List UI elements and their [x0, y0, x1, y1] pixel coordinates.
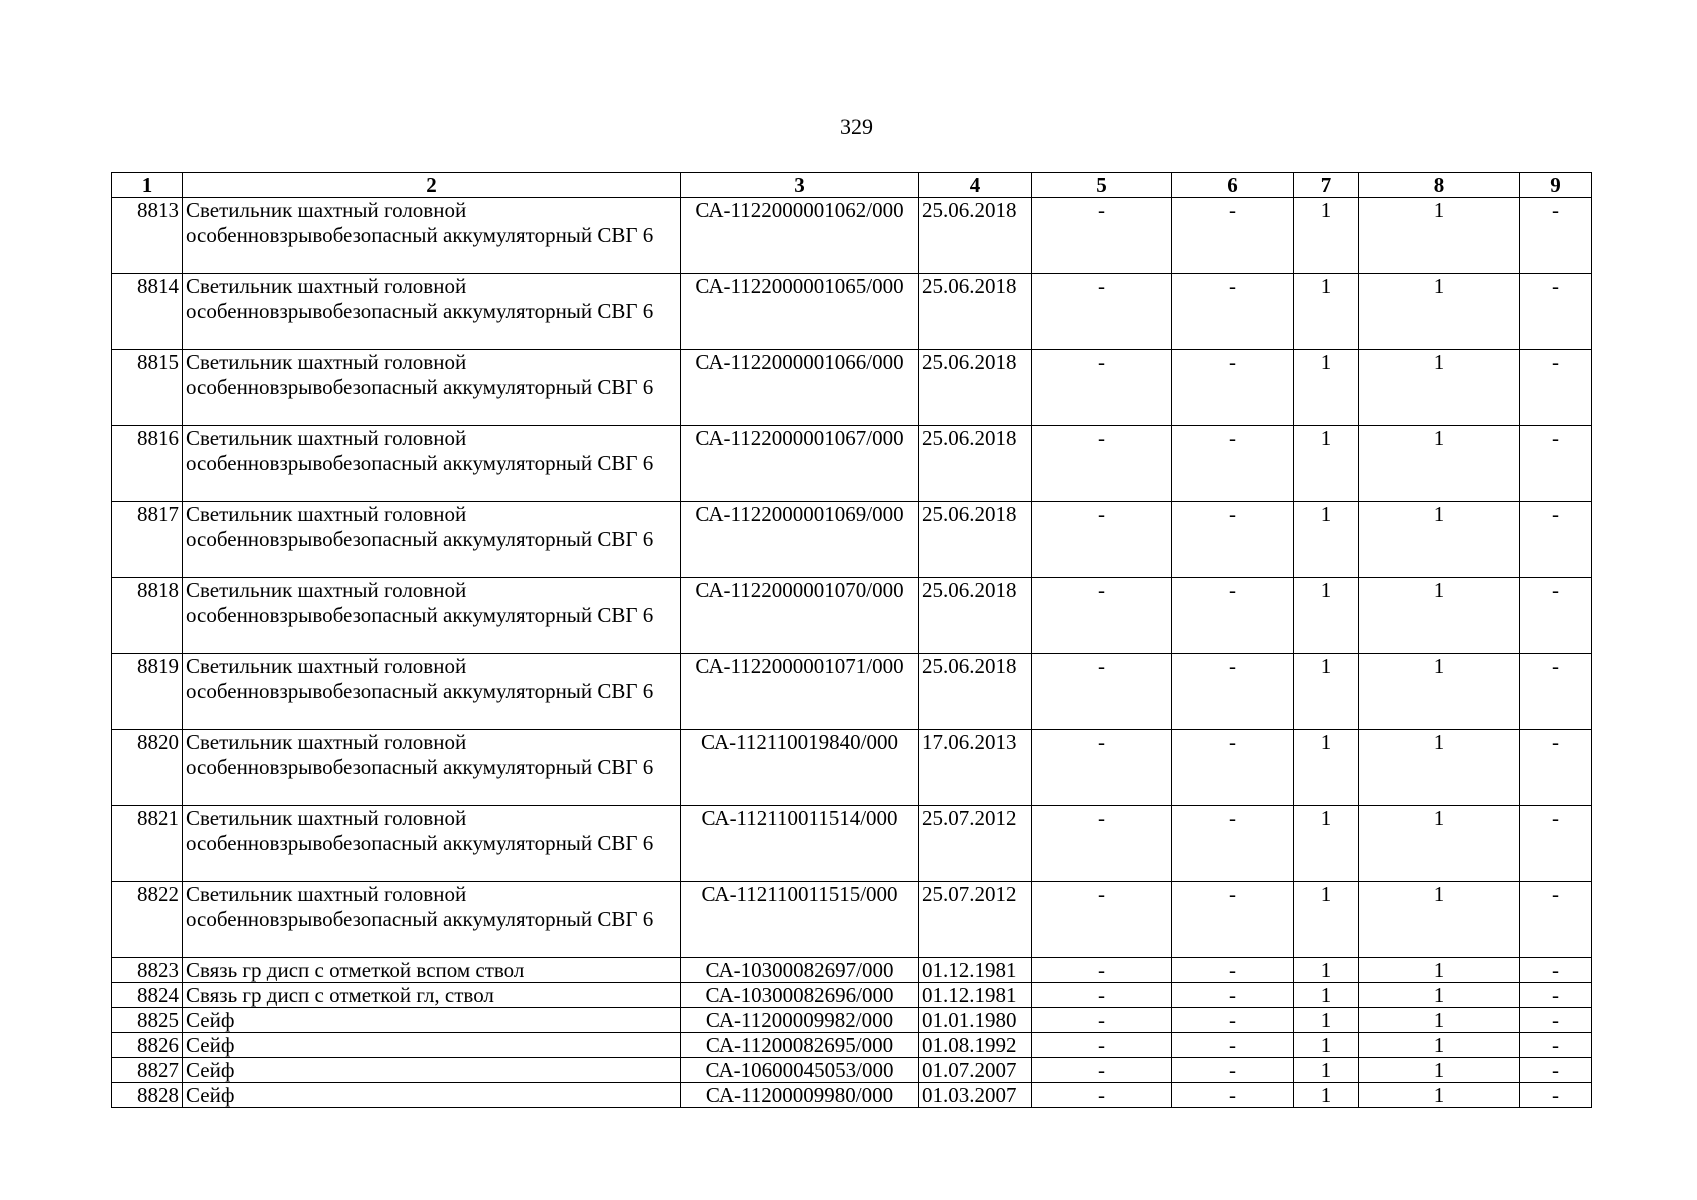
- column-6-value: -: [1172, 983, 1294, 1008]
- column-9-value: -: [1520, 1083, 1592, 1108]
- column-7-value: 1: [1294, 274, 1359, 350]
- column-8-value: 1: [1359, 983, 1520, 1008]
- table-row: [112, 578, 1592, 654]
- column-header-4: 4: [919, 173, 1032, 198]
- column-8-value: 1: [1359, 1008, 1520, 1033]
- date-cell: 25.06.2018: [919, 426, 1032, 502]
- row-number: 8816: [112, 426, 183, 502]
- column-7-value: 1: [1294, 350, 1359, 426]
- page-number: 329: [840, 114, 873, 139]
- row-number: 8821: [112, 806, 183, 882]
- inventory-code: СА-112110011514/000: [681, 806, 919, 882]
- column-9-value: -: [1520, 578, 1592, 654]
- table-row: [112, 806, 1592, 882]
- column-7-value: 1: [1294, 654, 1359, 730]
- column-9-value: -: [1520, 882, 1592, 958]
- column-6-value: -: [1172, 350, 1294, 426]
- item-name: Светильник шахтный головной особенновзрывобезопасный аккумуляторный СВГ 6: [183, 578, 681, 654]
- date-cell: 25.06.2018: [919, 198, 1032, 274]
- table-row: [112, 983, 1592, 1008]
- row-number: 8828: [112, 1083, 183, 1108]
- column-9-value: -: [1520, 274, 1592, 350]
- column-7-value: 1: [1294, 730, 1359, 806]
- item-name: Светильник шахтный головной особенновзрывобезопасный аккумуляторный СВГ 6: [183, 730, 681, 806]
- column-7-value: 1: [1294, 1083, 1359, 1108]
- column-6-value: -: [1172, 1008, 1294, 1033]
- table-row: [112, 882, 1592, 958]
- column-9-value: -: [1520, 806, 1592, 882]
- date-cell: 01.12.1981: [919, 983, 1032, 1008]
- column-5-value: -: [1032, 983, 1172, 1008]
- table-row: [112, 426, 1592, 502]
- inventory-code: СА-11200009982/000: [681, 1008, 919, 1033]
- row-number: 8814: [112, 274, 183, 350]
- item-name: Светильник шахтный головной особенновзрывобезопасный аккумуляторный СВГ 6: [183, 350, 681, 426]
- column-9-value: -: [1520, 1033, 1592, 1058]
- column-8-value: 1: [1359, 730, 1520, 806]
- column-5-value: -: [1032, 1083, 1172, 1108]
- row-number: 8825: [112, 1008, 183, 1033]
- column-9-value: -: [1520, 983, 1592, 1008]
- item-name: Связь гр дисп с отметкой вспом ствол: [183, 958, 681, 983]
- column-7-value: 1: [1294, 1008, 1359, 1033]
- date-cell: 01.01.1980: [919, 1008, 1032, 1033]
- column-8-value: 1: [1359, 958, 1520, 983]
- item-name: Светильник шахтный головной особенновзрывобезопасный аккумуляторный СВГ 6: [183, 502, 681, 578]
- column-7-value: 1: [1294, 1058, 1359, 1083]
- column-6-value: -: [1172, 198, 1294, 274]
- column-8-value: 1: [1359, 426, 1520, 502]
- date-cell: 25.06.2018: [919, 578, 1032, 654]
- column-5-value: -: [1032, 578, 1172, 654]
- column-7-value: 1: [1294, 502, 1359, 578]
- date-cell: 25.06.2018: [919, 654, 1032, 730]
- item-name: Светильник шахтный головной особенновзрывобезопасный аккумуляторный СВГ 6: [183, 806, 681, 882]
- column-7-value: 1: [1294, 578, 1359, 654]
- inventory-code: СА-1122000001062/000: [681, 198, 919, 274]
- column-9-value: -: [1520, 654, 1592, 730]
- inventory-code: СА-1122000001071/000: [681, 654, 919, 730]
- inventory-code: СА-1122000001067/000: [681, 426, 919, 502]
- column-5-value: -: [1032, 426, 1172, 502]
- item-name: Светильник шахтный головной особенновзрывобезопасный аккумуляторный СВГ 6: [183, 882, 681, 958]
- inventory-code: СА-10600045053/000: [681, 1058, 919, 1083]
- column-7-value: 1: [1294, 958, 1359, 983]
- date-cell: 25.06.2018: [919, 350, 1032, 426]
- column-6-value: -: [1172, 426, 1294, 502]
- column-8-value: 1: [1359, 198, 1520, 274]
- row-number: 8826: [112, 1033, 183, 1058]
- item-name: Сейф: [183, 1058, 681, 1083]
- column-6-value: -: [1172, 274, 1294, 350]
- column-9-value: -: [1520, 198, 1592, 274]
- column-8-value: 1: [1359, 806, 1520, 882]
- column-5-value: -: [1032, 806, 1172, 882]
- column-9-value: -: [1520, 1058, 1592, 1083]
- inventory-code: СА-10300082697/000: [681, 958, 919, 983]
- column-5-value: -: [1032, 274, 1172, 350]
- item-name: Связь гр дисп с отметкой гл, ствол: [183, 983, 681, 1008]
- date-cell: 25.06.2018: [919, 274, 1032, 350]
- item-name: Светильник шахтный головной особенновзрывобезопасный аккумуляторный СВГ 6: [183, 426, 681, 502]
- row-number: 8819: [112, 654, 183, 730]
- column-5-value: -: [1032, 1008, 1172, 1033]
- column-7-value: 1: [1294, 1033, 1359, 1058]
- date-cell: 25.07.2012: [919, 882, 1032, 958]
- column-9-value: -: [1520, 350, 1592, 426]
- column-5-value: -: [1032, 654, 1172, 730]
- column-9-value: -: [1520, 426, 1592, 502]
- inventory-code: СА-1122000001066/000: [681, 350, 919, 426]
- column-6-value: -: [1172, 730, 1294, 806]
- row-number: 8813: [112, 198, 183, 274]
- table-row: [112, 1008, 1592, 1033]
- inventory-code: СА-112110011515/000: [681, 882, 919, 958]
- date-cell: 01.07.2007: [919, 1058, 1032, 1083]
- column-8-value: 1: [1359, 274, 1520, 350]
- column-8-value: 1: [1359, 882, 1520, 958]
- column-7-value: 1: [1294, 198, 1359, 274]
- date-cell: 25.07.2012: [919, 806, 1032, 882]
- column-8-value: 1: [1359, 1058, 1520, 1083]
- table-row: [112, 274, 1592, 350]
- column-6-value: -: [1172, 1058, 1294, 1083]
- column-9-value: -: [1520, 730, 1592, 806]
- column-7-value: 1: [1294, 882, 1359, 958]
- table-row: [112, 730, 1592, 806]
- column-header-8: 8: [1359, 173, 1520, 198]
- table-row: [112, 958, 1592, 983]
- column-header-6: 6: [1172, 173, 1294, 198]
- row-number: 8824: [112, 983, 183, 1008]
- column-6-value: -: [1172, 882, 1294, 958]
- inventory-code: СА-10300082696/000: [681, 983, 919, 1008]
- column-6-value: -: [1172, 654, 1294, 730]
- column-9-value: -: [1520, 1008, 1592, 1033]
- table-row: [112, 350, 1592, 426]
- row-number: 8815: [112, 350, 183, 426]
- column-8-value: 1: [1359, 1033, 1520, 1058]
- column-5-value: -: [1032, 1058, 1172, 1083]
- date-cell: 17.06.2013: [919, 730, 1032, 806]
- column-header-2: 2: [183, 173, 681, 198]
- column-5-value: -: [1032, 1033, 1172, 1058]
- inventory-code: СА-11200082695/000: [681, 1033, 919, 1058]
- date-cell: 01.12.1981: [919, 958, 1032, 983]
- item-name: Светильник шахтный головной особенновзрывобезопасный аккумуляторный СВГ 6: [183, 274, 681, 350]
- inventory-code: СА-1122000001065/000: [681, 274, 919, 350]
- table-row: [112, 502, 1592, 578]
- item-name: Светильник шахтный головной особенновзрывобезопасный аккумуляторный СВГ 6: [183, 654, 681, 730]
- column-header-9: 9: [1520, 173, 1592, 198]
- table-row: [112, 198, 1592, 274]
- column-header-7: 7: [1294, 173, 1359, 198]
- column-5-value: -: [1032, 958, 1172, 983]
- table-row: [112, 1058, 1592, 1083]
- inventory-code: СА-11200009980/000: [681, 1083, 919, 1108]
- column-6-value: -: [1172, 1033, 1294, 1058]
- date-cell: 01.03.2007: [919, 1083, 1032, 1108]
- column-5-value: -: [1032, 350, 1172, 426]
- column-6-value: -: [1172, 958, 1294, 983]
- column-7-value: 1: [1294, 806, 1359, 882]
- row-number: 8827: [112, 1058, 183, 1083]
- row-number: 8820: [112, 730, 183, 806]
- column-header-5: 5: [1032, 173, 1172, 198]
- column-7-value: 1: [1294, 983, 1359, 1008]
- column-6-value: -: [1172, 502, 1294, 578]
- table-row: [112, 1083, 1592, 1108]
- column-6-value: -: [1172, 1083, 1294, 1108]
- asset-registry-table: [111, 172, 1592, 1108]
- column-9-value: -: [1520, 958, 1592, 983]
- column-7-value: 1: [1294, 426, 1359, 502]
- column-8-value: 1: [1359, 654, 1520, 730]
- inventory-code: СА-112110019840/000: [681, 730, 919, 806]
- column-6-value: -: [1172, 578, 1294, 654]
- column-header-1: 1: [112, 173, 183, 198]
- column-5-value: -: [1032, 198, 1172, 274]
- row-number: 8818: [112, 578, 183, 654]
- table-row: [112, 1033, 1592, 1058]
- column-header-3: 3: [681, 173, 919, 198]
- column-5-value: -: [1032, 882, 1172, 958]
- column-6-value: -: [1172, 806, 1294, 882]
- item-name: Сейф: [183, 1083, 681, 1108]
- table-row: [112, 654, 1592, 730]
- column-8-value: 1: [1359, 502, 1520, 578]
- column-5-value: -: [1032, 502, 1172, 578]
- date-cell: 25.06.2018: [919, 502, 1032, 578]
- row-number: 8823: [112, 958, 183, 983]
- column-9-value: -: [1520, 502, 1592, 578]
- row-number: 8817: [112, 502, 183, 578]
- item-name: Сейф: [183, 1008, 681, 1033]
- header-row: [112, 173, 1592, 198]
- item-name: Сейф: [183, 1033, 681, 1058]
- column-8-value: 1: [1359, 1083, 1520, 1108]
- column-8-value: 1: [1359, 578, 1520, 654]
- column-8-value: 1: [1359, 350, 1520, 426]
- item-name: Светильник шахтный головной особенновзрывобезопасный аккумуляторный СВГ 6: [183, 198, 681, 274]
- inventory-code: СА-1122000001069/000: [681, 502, 919, 578]
- column-5-value: -: [1032, 730, 1172, 806]
- row-number: 8822: [112, 882, 183, 958]
- inventory-code: СА-1122000001070/000: [681, 578, 919, 654]
- date-cell: 01.08.1992: [919, 1033, 1032, 1058]
